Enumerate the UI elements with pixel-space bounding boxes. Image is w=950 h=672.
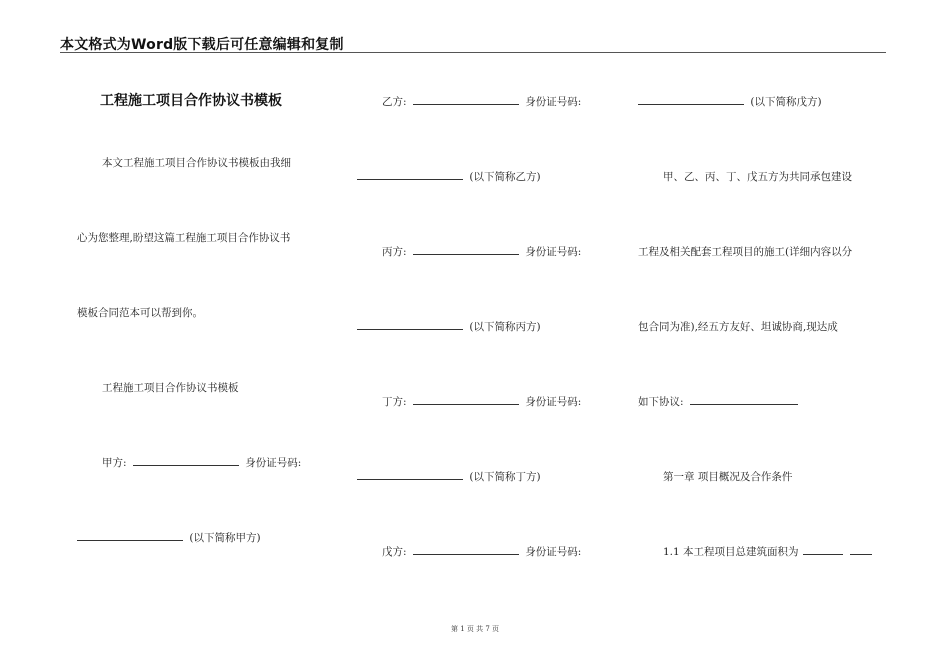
party-wu-id-blank: [638, 95, 744, 105]
party-ding-name-blank: [413, 395, 519, 405]
party-yi-id-label: 身份证号码:: [525, 96, 582, 108]
party-wu-name-blank: [413, 545, 519, 555]
clause-row: [663, 544, 875, 559]
intro-line-2: 心为您整理,盼望这篇工程施工项目合作协议书: [77, 232, 291, 244]
body-line-2: 工程及相关配套工程项目的施工(详细内容以分: [638, 246, 853, 258]
party-yi-label: 乙方:: [382, 96, 407, 108]
area-blank-1: [803, 545, 843, 555]
clause-1-1: 1.1 本工程项目总建筑面积为: [663, 546, 799, 558]
agreement-blank: [690, 395, 798, 405]
party-ding-row: [382, 394, 581, 409]
page-footer: 第 1 页 共 7 页: [450, 625, 500, 633]
party-ding-label: 丁方:: [382, 396, 407, 408]
party-bing-label: 丙方:: [382, 246, 407, 258]
body-line-1: 甲、乙、丙、丁、戊五方为共同承包建设: [663, 171, 852, 183]
party-bing-id-blank: [357, 320, 463, 330]
body-line-4: 如下协议:: [638, 396, 684, 408]
chapter-heading: 第一章 项目概况及合作条件: [663, 471, 793, 483]
party-wu-id-label: 身份证号码:: [525, 546, 582, 558]
intro-line-3: 模板合同范本可以帮到你。: [77, 307, 203, 319]
header-divider: [60, 52, 886, 53]
party-yi-name-blank: [413, 95, 519, 105]
party-jia-name-blank: [133, 456, 239, 466]
party-wu-row: [382, 544, 581, 559]
party-jia-abbr-row: [77, 530, 261, 545]
document-title: 工程施工项目合作协议书模板: [100, 93, 282, 109]
party-wu-label: 戊方:: [382, 546, 407, 558]
intro-line-1: 本文工程施工项目合作协议书模板由我细: [102, 157, 291, 169]
party-ding-abbr: (以下简称丁方): [469, 471, 541, 483]
party-yi-row: [382, 94, 581, 109]
party-ding-abbr-row: [357, 469, 541, 484]
area-blank-2: [850, 545, 872, 555]
party-jia-id-label: 身份证号码:: [245, 457, 302, 469]
body-line-3: 包合同为准),经五方友好、坦诚协商,现达成: [638, 321, 838, 333]
party-wu-abbr: (以下简称戊方): [750, 96, 822, 108]
party-bing-row: [382, 244, 581, 259]
subtitle: 工程施工项目合作协议书模板: [102, 382, 239, 394]
party-jia-id-blank: [77, 531, 183, 541]
party-ding-id-label: 身份证号码:: [525, 396, 582, 408]
party-jia-abbr: (以下简称甲方): [189, 532, 261, 544]
party-wu-abbr-row: [638, 94, 822, 109]
party-ding-id-blank: [357, 470, 463, 480]
party-bing-id-label: 身份证号码:: [525, 246, 582, 258]
party-yi-abbr-row: [357, 169, 541, 184]
document-header: 本文格式为Word版下载后可任意编辑和复制: [60, 37, 344, 53]
body-line-4-row: [638, 394, 801, 409]
party-yi-abbr: (以下简称乙方): [469, 171, 541, 183]
party-bing-abbr: (以下简称丙方): [469, 321, 541, 333]
party-jia-row: [102, 455, 301, 470]
party-bing-name-blank: [413, 245, 519, 255]
party-jia-label: 甲方:: [102, 457, 127, 469]
party-bing-abbr-row: [357, 319, 541, 334]
party-yi-id-blank: [357, 170, 463, 180]
